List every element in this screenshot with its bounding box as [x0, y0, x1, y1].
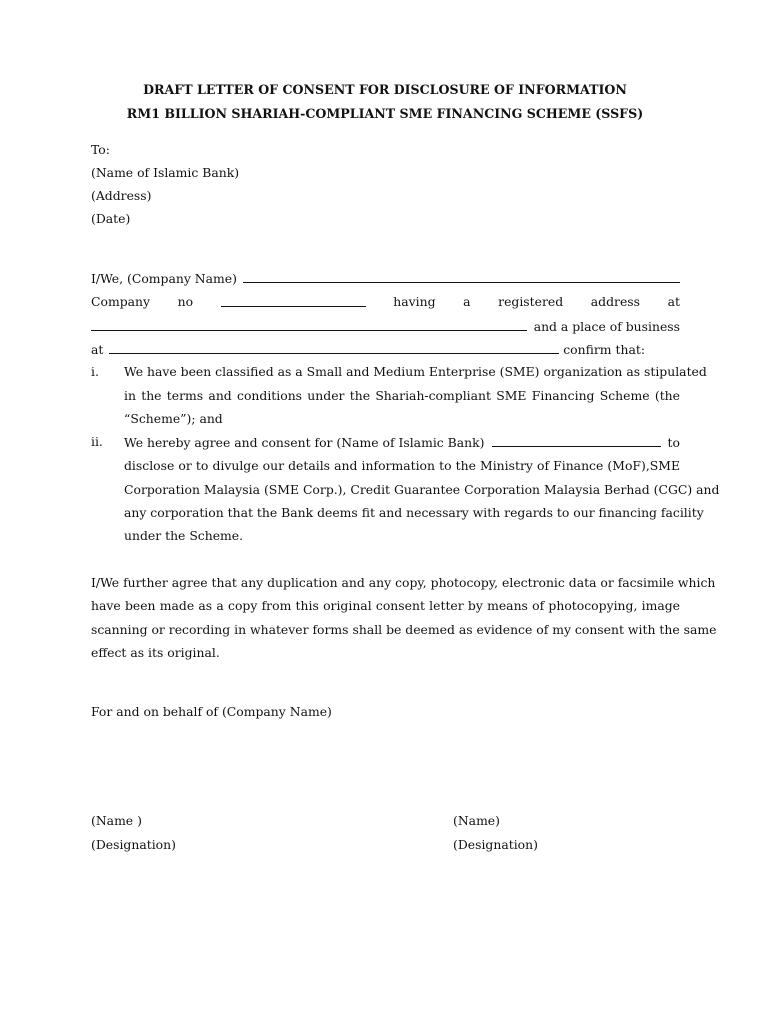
registered-address-blank[interactable]	[91, 318, 527, 331]
further-line-1: I/We further agree that any duplication and any copy, photocopy, electronic data or facsimile which	[91, 575, 716, 590]
date-placeholder: (Date)	[91, 211, 131, 226]
item-i-number: i.	[91, 364, 99, 379]
company-no-blank[interactable]	[221, 294, 366, 307]
business-address-line	[91, 341, 645, 358]
islamic-bank-blank[interactable]	[492, 434, 660, 447]
item-ii-line-5: under the Scheme.	[124, 528, 244, 543]
confirm-text: confirm that:	[563, 342, 645, 357]
right-signatory-designation: (Designation)	[453, 837, 538, 852]
bank-name-placeholder: (Name of Islamic Bank)	[91, 165, 240, 180]
word-having: having	[393, 294, 436, 309]
item-ii-line-2: disclose or to divulge our details and information to the Ministry of Finance (MoF),SME	[124, 458, 680, 473]
company-no-line	[91, 294, 680, 310]
registered-address-line	[91, 318, 680, 335]
item-ii-line-3: Corporation Malaysia (SME Corp.), Credit Guarantee Corporation Malaysia Berhad (CGC) and	[124, 482, 720, 497]
word-registered: registered	[498, 294, 564, 309]
company-name-line	[91, 270, 680, 287]
we-label: I/We, (Company Name)	[91, 271, 237, 286]
item-ii-line-4: any corporation that the Bank deems fit and necessary with regards to our financing facility	[124, 505, 704, 520]
further-line-4: effect as its original.	[91, 645, 220, 660]
item-ii-line-1	[124, 434, 680, 451]
address-placeholder: (Address)	[91, 188, 152, 203]
right-signatory-name: (Name)	[453, 813, 500, 828]
word-no: no	[177, 294, 194, 309]
left-signatory-designation: (Designation)	[91, 837, 176, 852]
further-line-2: have been made as a copy from this original consent letter by means of photocopying, image	[91, 598, 680, 613]
at-text: at	[91, 342, 104, 357]
item-i-line-1: We have been classified as a Small and Medium Enterprise (SME) organization as stipulated	[124, 364, 707, 379]
word-at: at	[667, 294, 680, 309]
further-line-3: scanning or recording in whatever forms shall be deemed as evidence of my consent with the same	[91, 622, 717, 637]
left-signatory-name: (Name )	[91, 813, 142, 828]
item-ii-suffix: to	[667, 435, 680, 450]
item-ii-number: ii.	[91, 434, 103, 449]
word-a: a	[463, 294, 471, 309]
place-of-business-text: and a place of business	[533, 319, 680, 334]
title-line-2: RM1 BILLION SHARIAH-COMPLIANT SME FINANCING SCHEME (SSFS)	[126, 106, 644, 121]
business-address-blank[interactable]	[109, 341, 559, 354]
company-name-blank[interactable]	[243, 270, 680, 283]
title-line-1: DRAFT LETTER OF CONSENT FOR DISCLOSURE OF INFORMATION	[143, 82, 627, 97]
item-ii-prefix: We hereby agree and consent for (Name of Islamic Bank)	[124, 435, 485, 450]
word-company: Company	[91, 294, 150, 309]
behalf-line: For and on behalf of (Company Name)	[91, 704, 332, 719]
item-i-line-3: “Scheme”); and	[124, 411, 223, 426]
item-i-line-2: in the terms and conditions under the Shariah-compliant SME Financing Scheme (the	[124, 388, 680, 403]
to-label: To:	[91, 142, 110, 157]
word-address: address	[590, 294, 640, 309]
